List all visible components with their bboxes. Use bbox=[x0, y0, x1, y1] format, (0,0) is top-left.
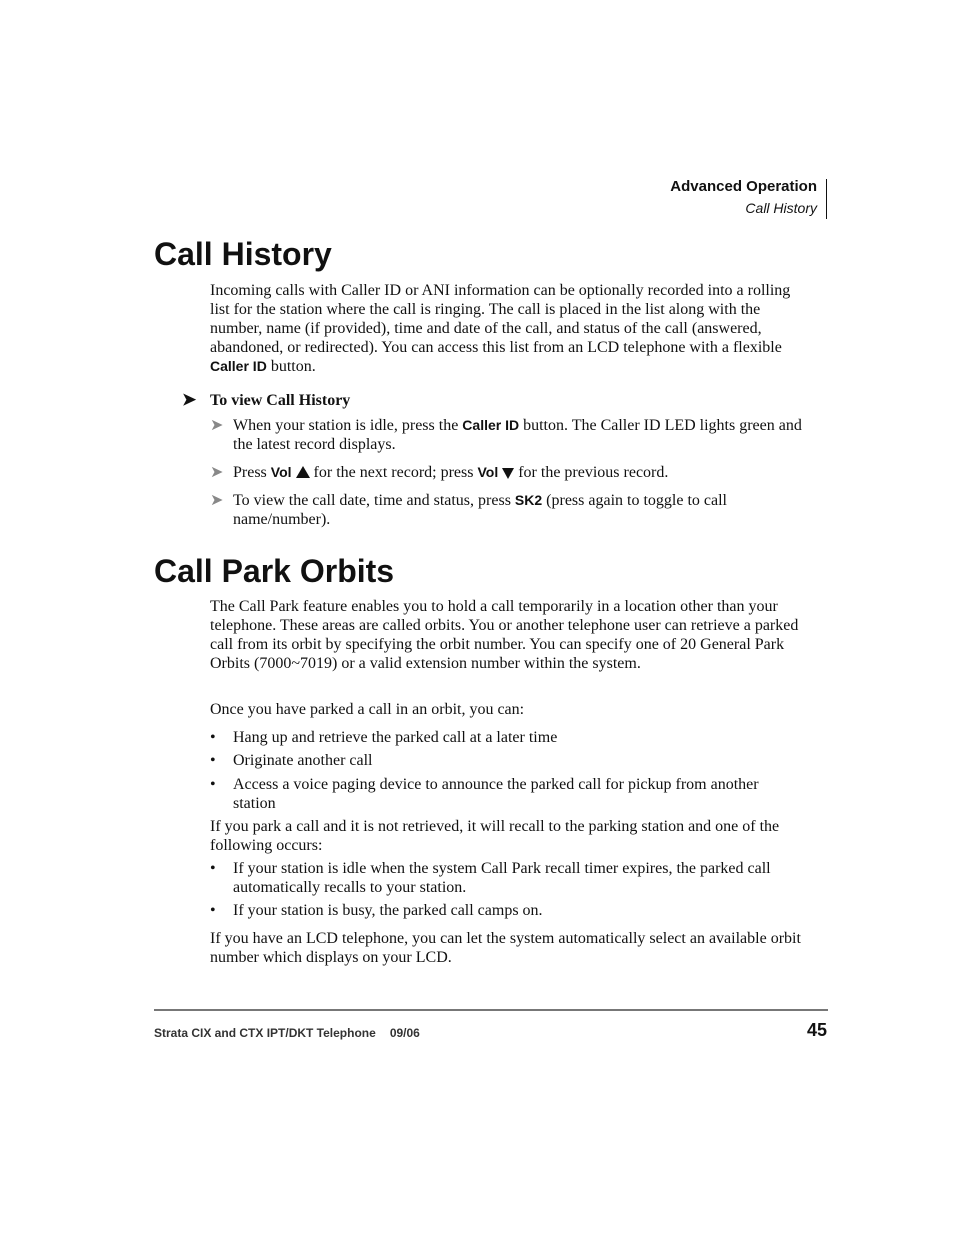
call-park-para-2 bbox=[210, 700, 802, 719]
list-item: • Access a voice paging device to announce the parked call for pickup from another station bbox=[210, 776, 759, 812]
header-rule bbox=[826, 179, 827, 219]
arrowhead-right-icon: ➤ bbox=[210, 417, 224, 434]
call-park-para-1 bbox=[210, 597, 802, 673]
list-item: • If your station is busy, the parked call camps on. bbox=[210, 902, 543, 919]
caller-id-key: Caller ID bbox=[210, 358, 267, 374]
call-history-title: Call History bbox=[154, 236, 332, 272]
vol-key: Vol bbox=[270, 464, 292, 480]
call-park-para-4 bbox=[210, 929, 802, 967]
header-chapter: Advanced Operation bbox=[670, 178, 817, 195]
step1-text-a: When your station is idle, press the bbox=[233, 417, 463, 434]
paragraph: Once you have parked a call in an orbit, you can: bbox=[210, 701, 525, 718]
page-number: 45 bbox=[806, 1020, 827, 1040]
step2-text-c: for the previous record. bbox=[514, 464, 669, 481]
bullet-icon: • bbox=[210, 776, 216, 793]
step3-text-b: (press again to toggle to call name/number). bbox=[233, 492, 727, 528]
list-item: • Originate another call bbox=[210, 752, 373, 769]
arrowhead-right-icon: ➤ bbox=[210, 492, 224, 509]
bullet-icon: • bbox=[210, 752, 216, 769]
procedure-step-3 bbox=[210, 491, 802, 529]
arrowhead-right-icon: ➤ bbox=[182, 390, 197, 409]
triangle-up-icon bbox=[296, 466, 310, 478]
paragraph: If you have an LCD telephone, you can let the system automatically select an available orbit number which displays on your LCD. bbox=[210, 930, 801, 966]
step3-text-a: To view the call date, time and status, press bbox=[233, 492, 515, 509]
step2-text-b: for the next record; press bbox=[309, 464, 478, 481]
sk2-key: SK2 bbox=[514, 492, 543, 508]
list-item: • Hang up and retrieve the parked call at a later time bbox=[210, 729, 558, 746]
procedure-step-2 bbox=[210, 463, 802, 482]
footer-date: 09/06 bbox=[389, 1026, 420, 1040]
procedure-step-1 bbox=[210, 416, 802, 454]
caller-id-key: Caller ID bbox=[462, 417, 520, 433]
running-header bbox=[670, 177, 817, 219]
bullet-icon: • bbox=[210, 729, 216, 746]
triangle-down-icon bbox=[502, 468, 514, 479]
procedure-title: To view Call History bbox=[210, 392, 351, 409]
call-park-para-3 bbox=[210, 817, 802, 855]
footer-doc-title: Strata CIX and CTX IPT/DKT Telephone bbox=[154, 1026, 376, 1040]
intro-text: Incoming calls with Caller ID or ANI information can be optionally recorded into a rolling list for the station where the call is ringing. The call is placed in the list along with the number, name (if provided), time and date of the call, and status of the call (answered, abandoned, or redirected). You can access this list from an LCD telephone with a flexible bbox=[210, 282, 791, 356]
procedure-heading bbox=[182, 390, 350, 410]
bullet-icon: • bbox=[210, 902, 216, 919]
call-history-intro bbox=[210, 281, 802, 376]
call-park-title: Call Park Orbits bbox=[154, 553, 395, 589]
step1-text-b: button. The Caller ID LED lights green and the latest record displays. bbox=[233, 417, 802, 453]
footer-doc-info bbox=[154, 1026, 420, 1040]
arrowhead-right-icon: ➤ bbox=[210, 464, 224, 481]
header-section: Call History bbox=[745, 200, 817, 216]
step2-text-a: Press bbox=[233, 464, 271, 481]
paragraph: The Call Park feature enables you to hold a call temporarily in a location other than your telephone. These areas are called orbits. You or another telephone user can retrieve a parked call from its orbit by specifying the orbit number. You can specify one of 20 General Park Orbits (7000~7019) or a valid extension number within the system. bbox=[210, 598, 799, 672]
paragraph: If you park a call and it is not retrieved, it will recall to the parking station and one of the following occurs: bbox=[210, 818, 780, 854]
list-item: • If your station is idle when the system Call Park recall timer expires, the parked call automatically recalls to your station. bbox=[210, 860, 771, 896]
bullet-icon: • bbox=[210, 860, 216, 877]
intro-end: button. bbox=[266, 358, 316, 375]
vol-key: Vol bbox=[477, 464, 499, 480]
footer-rule bbox=[154, 1009, 828, 1011]
